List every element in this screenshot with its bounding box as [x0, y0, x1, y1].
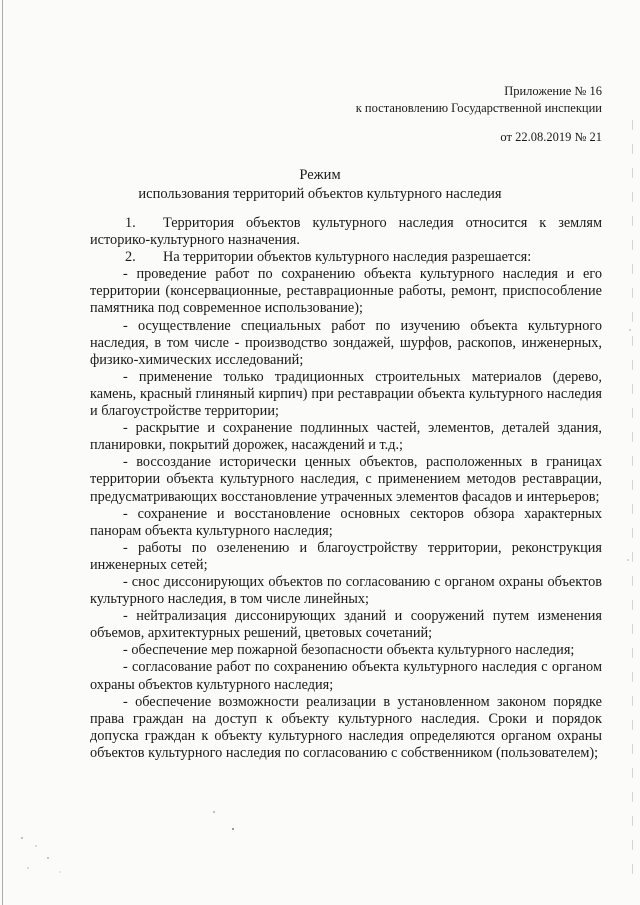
list-item: - согласование работ по сохранению объекта культурного наследия с органом охраны объектов культурного наследия;	[90, 659, 602, 693]
appendix-resolution: к постановлению Государственной инспекции	[355, 101, 602, 115]
list-item: - обеспечение мер пожарной безопасности объекта культурного наследия;	[123, 642, 575, 659]
list-item: - осуществление специальных работ по изучению объекта культурного наследия, в том числе - производство зондажей, шурфов, раскопов, инженерных, физико-химических исследований;	[90, 317, 602, 368]
scan-edge-right	[632, 120, 633, 880]
appendix-header	[356, 83, 602, 146]
list-item: - нейтрализация диссонирующих зданий и сооружений путем изменения объемов, архитектурных решений, цветовых сочетаний;	[90, 608, 602, 642]
paragraph-1	[90, 215, 602, 249]
document-title	[0, 166, 640, 204]
list-item: - раскрытие и сохранение подлинных частей, элементов, деталей здания, планировки, покрытий дорожек, насаждений и т.д.;	[90, 420, 602, 454]
document-body	[90, 215, 602, 762]
title-line-2: использования территорий объектов культурного наследия	[138, 186, 502, 202]
list-item: - воссоздание исторически ценных объектов, расположенных в границах территории объекта культурного наследия, с применением методов реставрации, предусматривающих восстановление утраченных элементов фасадов и интерьеров;	[90, 454, 602, 505]
appendix-date: от 22.08.2019 № 21	[500, 130, 602, 144]
appendix-number: Приложение № 16	[504, 84, 602, 98]
paragraph-text: Территория объектов культурного наследия относится к землям историко-культурного назначения.	[90, 215, 602, 249]
list-item: - сохранение и восстановление основных секторов обзора характерных панорам объекта культурного наследия;	[90, 505, 602, 539]
paragraph-number: 2.	[125, 249, 136, 266]
scan-edge-left	[2, 0, 3, 905]
list-item: - применение только традиционных строительных материалов (дерево, камень, красный глиняный кирпич) при реставрации объекта культурного наследия и благоустройстве территории;	[90, 368, 602, 420]
list-item: - обеспечение возможности реализации в установленном законом порядке права граждан на доступ к объекту культурного наследия. Сроки и порядок допуска граждан к объекту культурного наследия определяются органом охраны объектов культурного наследия по согласованию с собственником (пользователем);	[90, 693, 602, 761]
paragraph-2	[90, 249, 602, 266]
list-item: - проведение работ по сохранению объекта культурного наследия и его территории (консервационные, реставрационные работы, ремонт, приспособление памятника под современное использование);	[90, 266, 602, 317]
list-item: - работы по озеленению и благоустройству территории, реконструкция инженерных сетей;	[90, 539, 602, 573]
list-item: - снос диссонирующих объектов по согласованию с органом охраны объектов культурного наследия, в том числе линейных;	[90, 573, 602, 608]
paragraph-number: 1.	[125, 215, 136, 231]
title-line-1: Режим	[299, 167, 341, 183]
paragraph-text: На территории объектов культурного наследия разрешается:	[163, 249, 532, 266]
